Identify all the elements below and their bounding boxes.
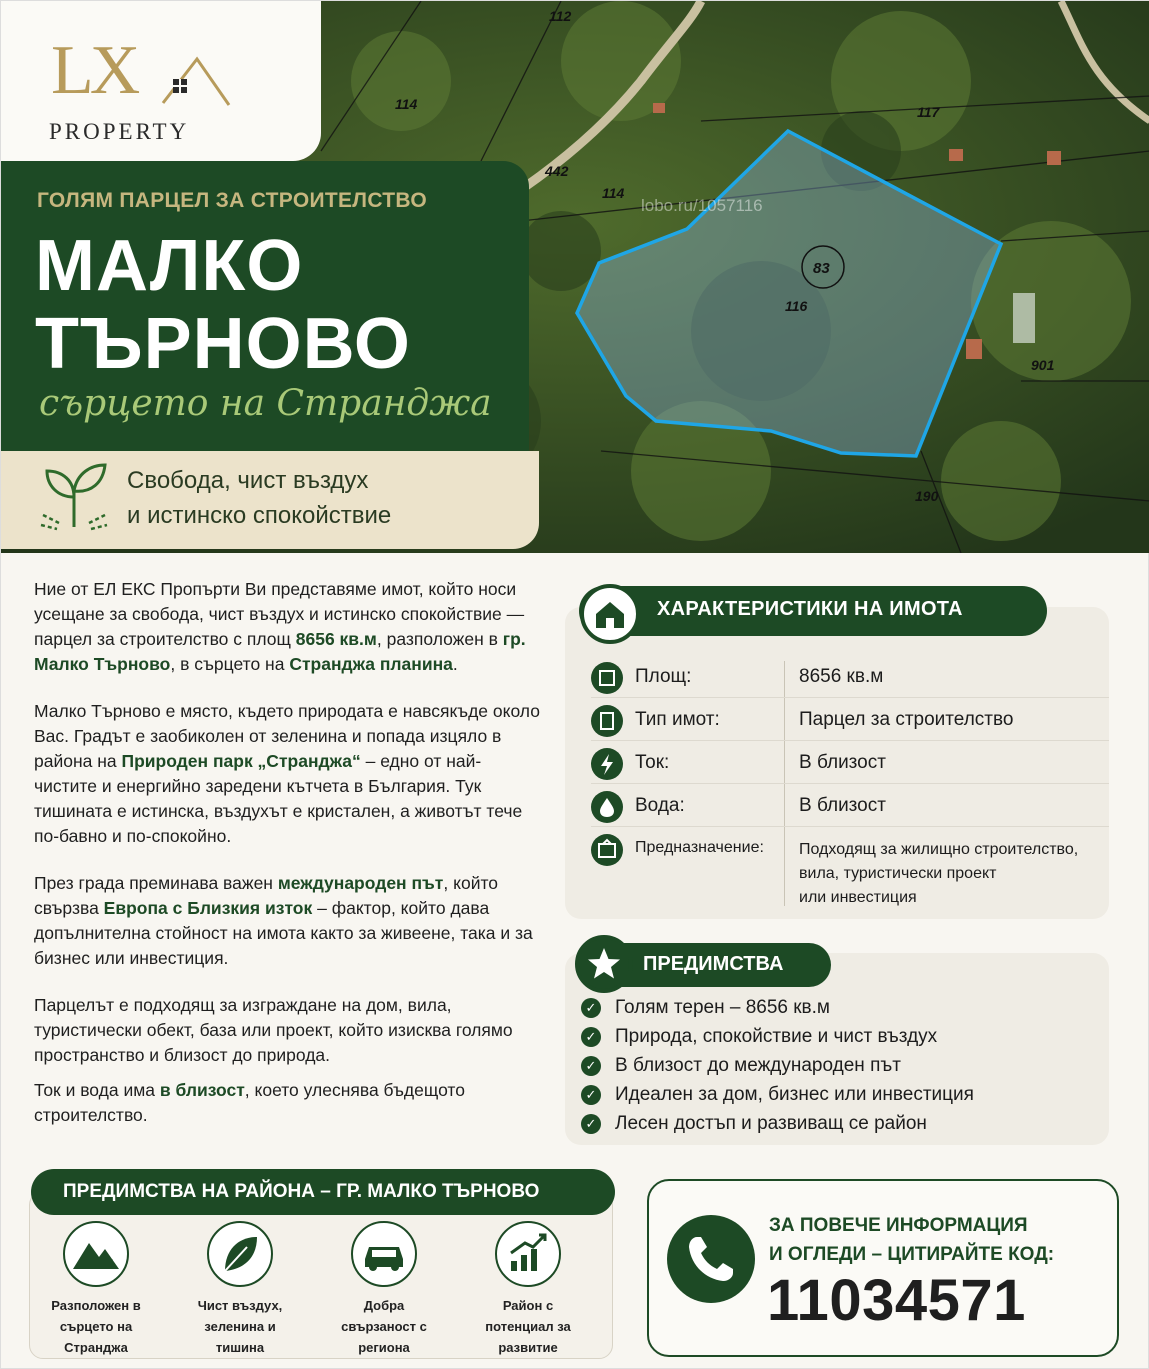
advantage-text: Лесен достъп и развиващ се район — [615, 1113, 927, 1134]
contact-text — [769, 1211, 1054, 1269]
water-drop-icon — [591, 791, 623, 823]
paragraph-5 — [34, 1078, 544, 1128]
purpose-line-2: вила, туристически проект — [799, 865, 997, 882]
text: , което улеснява бъдещото строителство. — [34, 1080, 465, 1125]
contact-box — [647, 1179, 1119, 1357]
paragraph-2 — [34, 699, 544, 849]
caption-line: Добра — [363, 1298, 405, 1313]
phone-icon[interactable] — [667, 1215, 755, 1303]
title-line-1: МАЛКО — [35, 226, 304, 306]
feature-label: Тип имот: — [635, 709, 720, 730]
check-icon: ✓ — [581, 998, 601, 1018]
advantage-text: Голям терен – 8656 кв.м — [615, 997, 830, 1018]
highlight-europe: Европа с Близкия изток — [103, 898, 313, 918]
check-icon: ✓ — [581, 1027, 601, 1047]
text: , в сърцето на — [170, 654, 290, 674]
map-label-112: 112 — [549, 8, 572, 24]
features-heading: ХАРАКТЕРИСТИКИ НА ИМОТА — [579, 586, 1047, 636]
house-icon — [580, 584, 640, 644]
paragraph-4: Парцелът е подходящ за изграждане на дом, вила, туристически обект, база или проект, който изисква голямо пространство и близост до природа. — [34, 995, 513, 1065]
highlight-road: международен път — [277, 873, 444, 893]
feature-label: Предназначение: — [635, 839, 764, 856]
contact-line-1: ЗА ПОВЕЧЕ ИНФОРМАЦИЯ — [769, 1215, 1028, 1236]
document-icon — [591, 705, 623, 737]
mountains-icon — [63, 1221, 129, 1287]
advantage-item — [581, 1113, 927, 1135]
caption-line: тишина — [215, 1340, 265, 1355]
advantage-item — [581, 1055, 901, 1077]
area-item — [21, 1221, 171, 1358]
star-icon — [575, 935, 633, 993]
title-line-2: ТЪРНОВО — [35, 304, 411, 384]
text: Ние от ЕЛ ЕКС Пропърти Ви представяме имот, който носи усещане за свобода, чист въздух и истинско спокойствие — парцел за строителство с площ — [34, 579, 525, 649]
check-icon: ✓ — [581, 1114, 601, 1134]
feature-row-purpose — [591, 830, 1109, 908]
advantage-item — [581, 997, 830, 1019]
feature-value: 8656 кв.м — [799, 666, 884, 687]
feature-row-water — [591, 787, 1109, 827]
tagline-line-2: и истинско спокойствие — [127, 502, 392, 529]
area-icon — [591, 662, 623, 694]
area-item — [453, 1221, 603, 1358]
area-caption — [309, 1295, 459, 1358]
caption-line: Район с — [502, 1298, 554, 1313]
map-label-114b: 114 — [602, 185, 625, 201]
caption-line: региона — [358, 1340, 410, 1355]
leaf-icon — [207, 1221, 273, 1287]
tagline-line-1: Свобода, чист въздух — [127, 467, 369, 494]
highlight-park: Природен парк „Странджа“ — [121, 751, 361, 771]
description — [34, 577, 544, 1150]
check-icon: ✓ — [581, 1085, 601, 1105]
feature-row-area — [591, 658, 1109, 698]
caption-line: зеленина и — [204, 1319, 276, 1334]
script-subtitle: сърцето на Странджа — [39, 383, 492, 424]
kicker: ГОЛЯМ ПАРЦЕЛ ЗА СТРОИТЕЛСТВО — [37, 189, 427, 212]
advantage-item — [581, 1026, 937, 1048]
purpose-line-1: Подходящ за жилищно строителство, — [799, 841, 1079, 858]
feature-row-type — [591, 701, 1109, 741]
feature-value: В близост — [799, 752, 886, 773]
advantages-heading: ПРЕДИМСТВА — [577, 943, 831, 987]
map-label-901: 901 — [1031, 357, 1055, 373]
page-title — [35, 227, 411, 383]
feature-value: В близост — [799, 795, 886, 816]
map-label-190: 190 — [915, 488, 939, 504]
area-item — [309, 1221, 459, 1358]
highlight-mountain: Странджа планина — [289, 654, 453, 674]
advantage-text: Природа, спокойствие и чист въздух — [615, 1026, 938, 1047]
text: . — [452, 654, 458, 674]
area-item — [165, 1221, 315, 1358]
advantage-text: Идеален за дом, бизнес или инвестиция — [615, 1084, 974, 1105]
paragraph-1 — [34, 577, 544, 677]
caption-line: сърцето на — [59, 1319, 133, 1334]
growth-chart-icon — [495, 1221, 561, 1287]
text: , разположен в — [376, 629, 503, 649]
car-icon — [351, 1221, 417, 1287]
caption-line: Странджа — [64, 1340, 128, 1355]
purpose-line-3: или инвестиция — [799, 889, 917, 906]
text: , който свързва — [34, 873, 499, 918]
tagline-text — [127, 463, 391, 533]
caption-line: Чист въздух, — [197, 1298, 283, 1313]
paragraph-3 — [34, 871, 544, 971]
caption-line: свързаност с — [341, 1319, 427, 1334]
area-caption — [165, 1295, 315, 1358]
text: Малко Търново е място, където природата е навсякъде около Вас. Градът е заобиколен от зеленина и попада изцяло в района на — [34, 701, 540, 771]
sprout-icon — [37, 457, 111, 535]
highlight-town: гр. Малко Търново — [34, 629, 526, 674]
area-advantages-heading: ПРЕДИМСТВА НА РАЙОНА – ГР. МАЛКО ТЪРНОВО — [31, 1169, 615, 1215]
map-label-83: 83 — [813, 260, 830, 277]
map-label-442: 442 — [545, 163, 569, 179]
text: Ток и вода има — [34, 1080, 160, 1100]
caption-line: развитие — [498, 1340, 558, 1355]
map-label-117: 117 — [917, 104, 940, 120]
text: – едно от най-чистите и енергийно заредени кътчета в България. Тук тишината е истинска, въздухът е кристален, а животът тече по-бавно и по-спокойно. — [34, 751, 523, 846]
lightning-icon — [591, 748, 623, 780]
caption-line: Разположен в — [51, 1298, 141, 1313]
logo-word: PROPERTY — [49, 119, 190, 144]
check-icon: ✓ — [581, 1056, 601, 1076]
feature-value: Парцел за строителство — [799, 709, 1014, 730]
purpose-icon — [591, 834, 623, 866]
advantage-item — [581, 1084, 974, 1106]
feature-row-power — [591, 744, 1109, 784]
highlight-area: 8656 кв.м — [295, 629, 377, 649]
title-panel — [1, 161, 529, 451]
caption-line: потенциал за — [485, 1319, 571, 1334]
logo-mark: LX — [51, 32, 137, 109]
feature-label: Вода: — [635, 795, 685, 816]
feature-label: Ток: — [635, 752, 670, 773]
area-caption — [21, 1295, 171, 1358]
text: През града преминава важен — [34, 873, 278, 893]
map-watermark: lobo.ru/1057116 — [641, 196, 763, 215]
house-logo-icon — [161, 53, 231, 111]
map-label-116: 116 — [785, 298, 808, 314]
contact-line-2: И ОГЛЕДИ – ЦИТИРАЙТЕ КОД: — [769, 1244, 1055, 1265]
feature-label: Площ: — [635, 666, 692, 687]
listing-code: 11034571 — [767, 1268, 1026, 1333]
area-caption — [453, 1295, 603, 1358]
highlight-near: в близост — [159, 1080, 245, 1100]
tagline-banner — [1, 451, 539, 549]
map-label-114a: 114 — [395, 96, 418, 112]
logo — [1, 1, 321, 161]
advantage-text: В близост до международен път — [615, 1055, 901, 1076]
text: – фактор, който дава допълнителна стойност на имота както за живеене, така и за бизнес или инвестиция. — [34, 898, 533, 968]
feature-value — [799, 838, 1078, 910]
